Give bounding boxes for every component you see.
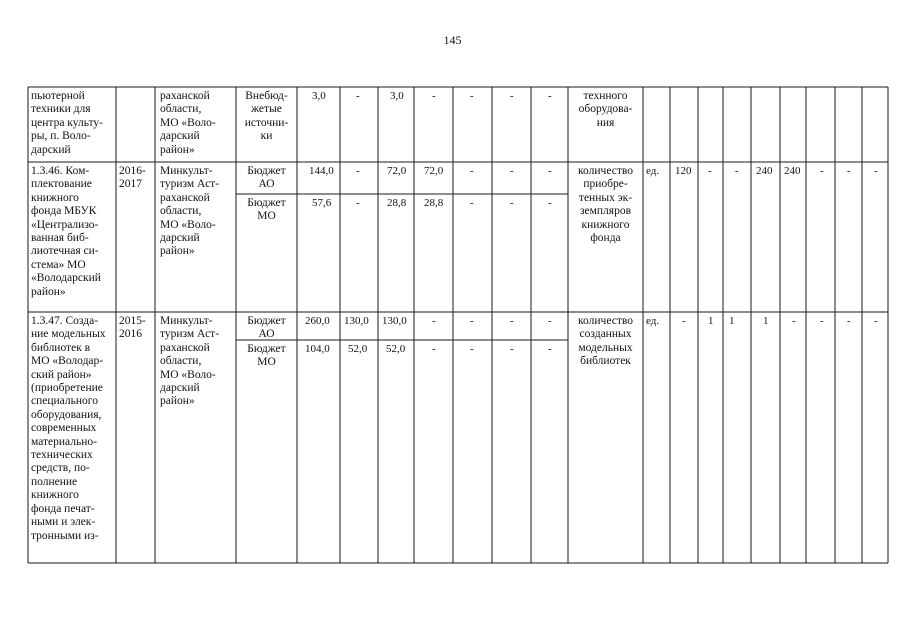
value: 1 [763,315,769,327]
funding-y3: - [432,90,436,102]
funding-y2: 3,0 [390,90,404,102]
indicator: количество созданных модельных библиотек [578,315,633,368]
indicator: технного оборудова- ния [578,90,633,129]
funding-y1: - [356,90,360,102]
funding-total: 57,6 [312,197,332,209]
funding-y4: - [470,90,474,102]
funding-y4: - [470,165,474,177]
value: - [682,315,686,327]
years: 2015- 2016 [119,315,146,341]
funding-y1: 52,0 [348,343,368,355]
funding-y2: 52,0 [386,343,406,355]
value: - [820,315,824,327]
value: - [874,165,878,177]
funding-y1: 130,0 [344,315,369,327]
value: - [820,165,824,177]
indicator: количество приобре- тенных эк- земпляров книжного фонда [578,165,633,245]
unit: ед. [646,165,660,177]
funding-total: 144,0 [309,165,334,177]
funding-y4: - [470,315,474,327]
funding-y2: 72,0 [387,165,407,177]
funding-y1: - [356,165,360,177]
value: - [735,165,739,177]
funding-y5: - [510,197,514,209]
executor: раханской области, МО «Воло- дарский район» [160,90,216,156]
funding-y1: - [356,197,360,209]
funding-y4: - [470,197,474,209]
funding-y6: - [548,343,552,355]
value: 1 [729,315,735,327]
funding-y5: - [510,90,514,102]
funding-y2: 28,8 [387,197,407,209]
value: - [874,315,878,327]
measure-name: 1.3.46. Ком- плектование книжного фонда МБУК «Централизо- ванная биб- лиотечная си- стема» МО «Володарский район» [31,165,101,298]
funding-y2: 130,0 [382,315,407,327]
value: 120 [675,165,692,177]
executor: Минкульт- туризм Аст- раханской области, МО «Воло- дарский район» [160,165,220,258]
funding-y5: - [510,343,514,355]
funding-y3: 72,0 [424,165,444,177]
value: - [847,315,851,327]
measure-name: 1.3.47. Созда- ние модельных библиотек в МО «Володар- ский район» (приобретение специального оборудования, современных материально- технических средств, по- полнение книжного фонда печат- ными и элек- тронными из- [31,315,106,542]
funding-source: Бюджет АО [247,315,286,341]
funding-y6: - [548,197,552,209]
funding-y3: 28,8 [424,197,444,209]
value: 1 [708,315,714,327]
funding-total: 3,0 [312,90,326,102]
value: - [708,165,712,177]
page-number: 145 [443,33,462,47]
funding-y5: - [510,165,514,177]
funding-source: Бюджет МО [247,343,286,369]
years: 2016- 2017 [119,165,146,191]
funding-y6: - [548,90,552,102]
funding-y3: - [432,315,436,327]
funding-y5: - [510,315,514,327]
funding-total: 260,0 [305,315,330,327]
funding-source: Бюджет МО [247,197,286,223]
funding-y6: - [548,165,552,177]
value: - [847,165,851,177]
funding-y6: - [548,315,552,327]
value: 240 [784,165,801,177]
value: - [792,315,796,327]
funding-total: 104,0 [305,343,330,355]
unit: ед. [646,315,660,327]
measure-name: пьютерной техники для центра культу- ры, п. Воло- дарский [31,90,103,156]
funding-y4: - [470,343,474,355]
funding-source: Внебюд- жетые источни- ки [244,90,289,143]
executor: Минкульт- туризм Аст- раханской области, МО «Воло- дарский район» [160,315,220,408]
funding-y3: - [432,343,436,355]
value: 240 [756,165,773,177]
funding-source: Бюджет АО [247,165,286,191]
